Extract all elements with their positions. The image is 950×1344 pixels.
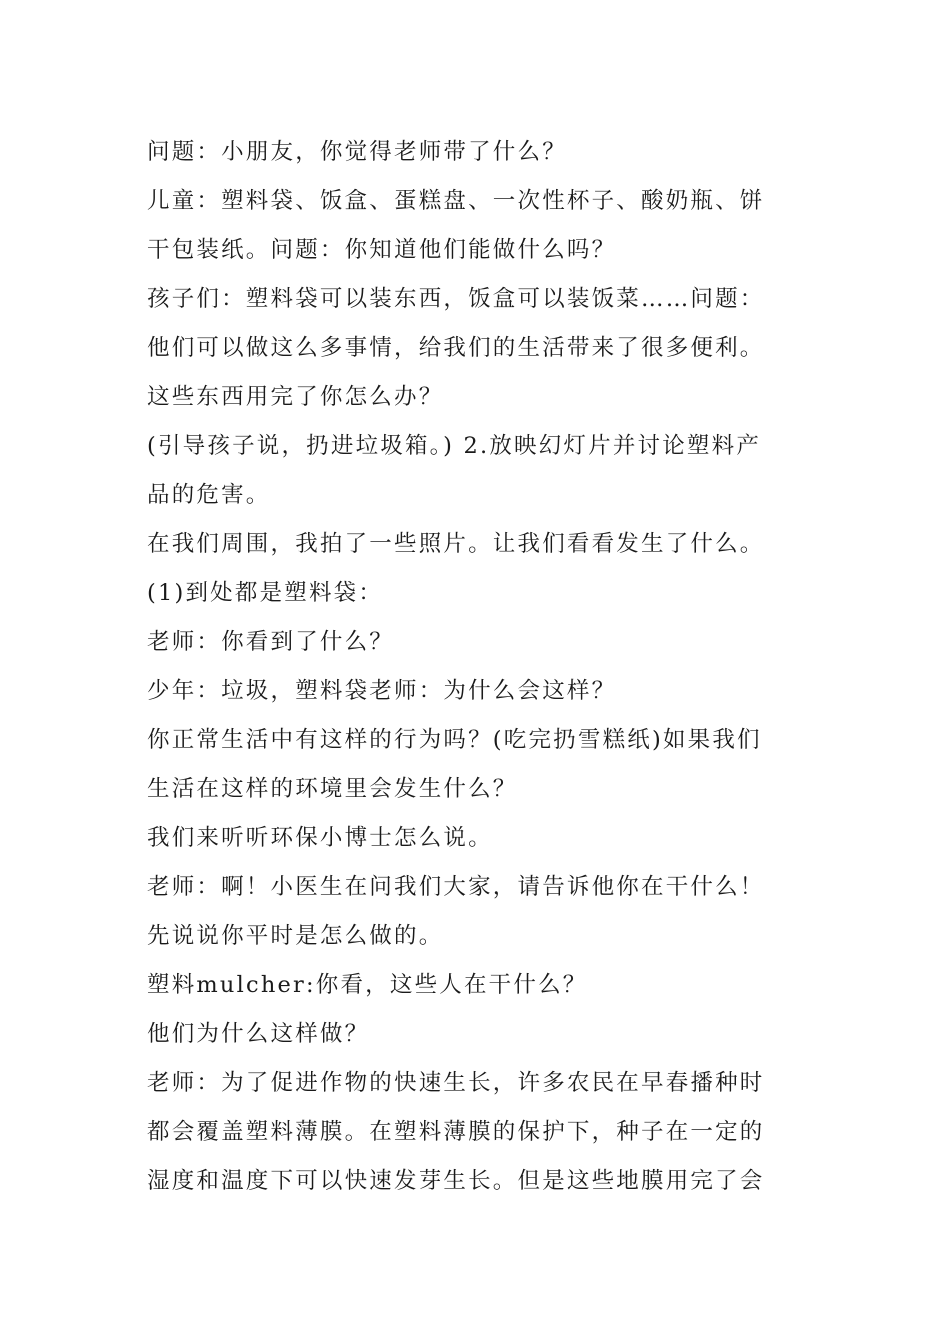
text-line: 你正常生活中有这样的行为吗？(吃完扔雪糕纸)如果我们 (147, 727, 762, 753)
text-line: (1)到处都是塑料袋： (147, 580, 384, 606)
text-line: 少年：垃圾，塑料袋老师：为什么会这样？ (147, 678, 617, 704)
text-line: 湿度和温度下可以快速发芽生长。但是这些地膜用完了会 (147, 1168, 765, 1194)
text-line: 他们可以做这么多事情，给我们的生活带来了很多便利。 (147, 335, 765, 361)
text-line: 这些东西用完了你怎么办？ (147, 384, 444, 410)
text-line: 老师：啊！小医生在问我们大家，请告诉他你在干什么！ (147, 874, 765, 900)
text-line: 我们来听听环保小博士怎么说。 (147, 825, 493, 851)
text-line: 塑料mulcher:你看，这些人在干什么？ (147, 972, 588, 998)
text-line: 干包装纸。问题：你知道他们能做什么吗？ (147, 237, 617, 263)
text-line: 都会覆盖塑料薄膜。在塑料薄膜的保护下，种子在一定的 (147, 1119, 765, 1145)
text-line: 他们为什么这样做？ (147, 1021, 370, 1047)
text-line: 在我们周围，我拍了一些照片。让我们看看发生了什么。 (147, 531, 765, 557)
text-line: 品的危害。 (147, 482, 271, 508)
text-line: 老师：你看到了什么？ (147, 629, 395, 655)
text-line: 孩子们：塑料袋可以装东西，饭盒可以装饭菜……问题： (147, 286, 765, 312)
text-line: 儿童：塑料袋、饭盒、蛋糕盘、一次性杯子、酸奶瓶、饼 (147, 188, 765, 214)
text-line: 老师：为了促进作物的快速生长，许多农民在早春播种时 (147, 1070, 765, 1096)
text-line: 问题：小朋友，你觉得老师带了什么？ (147, 139, 567, 165)
text-line: 生活在这样的环境里会发生什么？ (147, 776, 518, 802)
text-line: (引导孩子说，扔进垃圾箱。) 2.放映幻灯片并讨论塑料产 (147, 433, 762, 459)
text-line: 先说说你平时是怎么做的。 (147, 923, 444, 949)
body-text (147, 128, 812, 1206)
